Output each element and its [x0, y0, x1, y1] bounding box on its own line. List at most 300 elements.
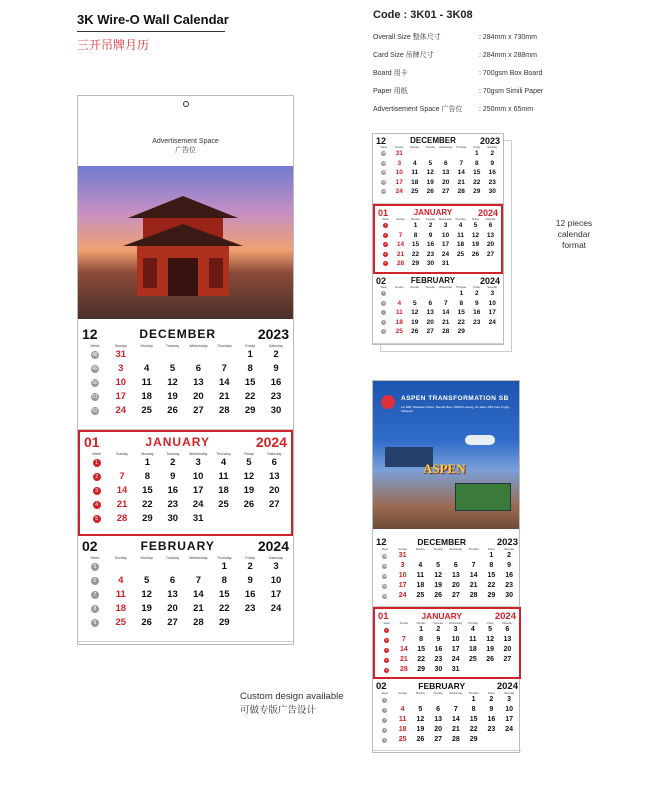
weekday-label: Week [382, 218, 389, 221]
day-cell: 26 [411, 328, 419, 335]
month-year: 2024 [255, 434, 287, 450]
day-cell: 7 [401, 636, 406, 643]
day-cell: 30 [426, 260, 435, 267]
month-name: FEBRUARY [410, 276, 456, 285]
week-badge: 6 [382, 300, 385, 305]
weekday-label: Saturday [269, 556, 284, 560]
spec-label: Paper 用纸 [373, 88, 408, 95]
day-cell: 18 [416, 582, 425, 589]
weekday-label: Week [90, 556, 100, 560]
day-cell: 10 [441, 231, 450, 239]
weekday-label: Saturday [269, 344, 284, 348]
weekday-label: Tuesday [165, 344, 180, 348]
day-cell: 27 [434, 736, 443, 743]
day-cell [423, 289, 439, 299]
day-cell: 1 [474, 150, 479, 157]
day-cell: 23 [167, 499, 179, 510]
day-cell: 31 [115, 349, 127, 360]
day-cell: 6 [271, 457, 277, 468]
day-cell: 11 [469, 636, 477, 643]
brand-name: ASPEN [423, 461, 466, 476]
day-cell: 18 [468, 646, 477, 653]
week-badge: 1 [93, 459, 101, 467]
month-page-february [373, 679, 521, 751]
weekday-label: Sunday [114, 556, 127, 560]
day-cell: 5 [412, 299, 417, 307]
day-cell: 24 [398, 592, 407, 599]
week-badge: 8 [382, 319, 385, 324]
weekday-label: Tuesday [425, 286, 435, 289]
month-year: 2024 [479, 275, 500, 286]
day-cell: 28 [457, 188, 465, 195]
day-cell: 8 [489, 562, 494, 569]
week-badge: 7 [382, 310, 385, 315]
weekday-label: Wednesday [439, 146, 453, 149]
day-cell: 9 [489, 706, 494, 713]
day-cell: 15 [417, 646, 426, 653]
weekday-label: Sunday [395, 146, 404, 149]
day-cell: 1 [221, 561, 227, 572]
day-cell: 3 [490, 290, 495, 297]
weekday-label: Saturday [504, 692, 515, 695]
day-cell: 9 [247, 575, 253, 586]
month-page-december [373, 535, 521, 607]
day-cell: 19 [167, 391, 178, 402]
weekday-label: Wednesday [188, 452, 208, 456]
day-cell: 29 [457, 328, 465, 335]
week-number [378, 259, 393, 269]
day-cell: 17 [441, 241, 450, 248]
day-cell: 27 [451, 592, 460, 599]
weekday-label: Friday [487, 548, 495, 551]
month-header [378, 610, 516, 622]
day-cell: 13 [503, 636, 512, 643]
day-cell: 24 [395, 188, 403, 195]
weekday-label: Monday [415, 692, 425, 695]
week-badge: 50 [92, 380, 98, 386]
week-badge: 8 [384, 727, 386, 732]
month-number: 01 [378, 207, 389, 218]
week-number [82, 390, 108, 404]
month-header [82, 326, 289, 342]
spec-row [373, 101, 543, 119]
custom-note-en: Custom design available [240, 691, 344, 702]
day-cell: 25 [218, 499, 229, 510]
day-cell: 22 [473, 178, 481, 186]
day-cell: 16 [505, 572, 514, 579]
day-cell [429, 551, 447, 561]
month-year: 2024 [494, 610, 516, 622]
month-name: JANUARY [421, 611, 463, 621]
day-cell: 19 [434, 582, 443, 589]
weekday-label: Tuesday [425, 146, 435, 149]
day-cell [134, 348, 160, 362]
day-cell: 17 [270, 589, 282, 600]
day-cell [483, 735, 501, 745]
day-cell [237, 616, 263, 630]
main-calendar-mockup [77, 95, 294, 645]
weekday-label: Week [380, 146, 387, 149]
weekday-label: Friday [487, 692, 495, 695]
month-year: 2024 [477, 207, 498, 218]
month-year: 2023 [496, 536, 518, 548]
day-cell: 20 [503, 646, 512, 653]
day-cell: 16 [434, 646, 443, 653]
spec-label: Card Size 吊牌尺寸 [373, 52, 434, 59]
day-cell: 23 [270, 391, 282, 402]
day-cell: 28 [219, 405, 230, 416]
week-number [376, 149, 392, 159]
day-cell: 11 [395, 309, 403, 316]
day-cell: 4 [470, 626, 475, 633]
week-badge: 1 [385, 627, 388, 632]
day-cell: 3 [453, 626, 458, 633]
day-cell: 18 [115, 603, 127, 614]
day-cell: 8 [413, 231, 418, 239]
day-cell: 5 [436, 562, 441, 569]
day-cell: 23 [488, 178, 496, 186]
day-cell: 25 [411, 188, 419, 195]
spec-row [373, 29, 543, 47]
day-cell: 31 [441, 260, 450, 267]
day-cell: 3 [397, 159, 402, 167]
week-number [82, 616, 108, 630]
month-page-february [373, 274, 503, 344]
day-cell: 28 [116, 513, 128, 524]
day-cell: 1 [247, 349, 253, 360]
weekday-label: Wednesday [439, 286, 453, 289]
week-badge: 3 [385, 647, 388, 652]
week-badge: 7 [91, 591, 99, 599]
day-cell: 4 [220, 457, 227, 468]
day-cell [500, 735, 518, 745]
month-header [376, 135, 500, 146]
week-badge: 5 [91, 563, 99, 571]
day-cell: 10 [505, 706, 514, 713]
day-cell: 21 [116, 499, 128, 510]
day-cell: 26 [486, 656, 495, 663]
day-cell: 1 [144, 457, 151, 468]
day-cell: 23 [487, 726, 496, 733]
week-number [376, 591, 394, 601]
day-cell [438, 289, 454, 299]
day-cell: 21 [219, 391, 230, 402]
day-cell [468, 259, 483, 269]
month-year: 2024 [496, 680, 518, 692]
day-cell: 26 [243, 499, 255, 510]
day-grid [84, 456, 287, 526]
day-cell: 25 [416, 592, 425, 599]
spec-label: Overall Size 整体尺寸 [373, 34, 441, 41]
weekday-label: Sunday [396, 218, 405, 221]
day-cell: 17 [451, 646, 460, 653]
day-cell: 3 [400, 562, 405, 569]
week-number [378, 240, 393, 250]
day-cell: 10 [192, 471, 204, 482]
day-grid [378, 625, 516, 675]
day-cell [407, 289, 423, 299]
weekday-label: Tuesday [433, 692, 443, 695]
day-cell: 2 [436, 626, 441, 633]
week-number [378, 221, 393, 231]
week-badge: 9 [91, 619, 99, 627]
week-number [84, 456, 109, 470]
day-cell: 9 [273, 363, 279, 374]
day-cell: 29 [417, 666, 426, 673]
weekday-label: Saturday [504, 548, 515, 551]
week-badge: 5 [93, 515, 101, 523]
day-cell: 4 [412, 159, 417, 167]
day-cell: 4 [400, 706, 405, 713]
weekday-label: Thursday [468, 548, 479, 551]
day-cell: 14 [451, 716, 460, 723]
day-cell [447, 695, 465, 705]
weekday-label: Saturday [487, 146, 498, 149]
day-cell: 12 [434, 572, 443, 579]
month-page-december [373, 134, 503, 204]
weekday-label: Thursday [217, 344, 232, 348]
day-cell [429, 695, 447, 705]
day-cell: 5 [428, 159, 433, 167]
day-cell: 19 [486, 646, 495, 653]
weekday-label: Thursday [456, 146, 467, 149]
temple-photo [78, 166, 293, 319]
day-cell: 13 [434, 716, 443, 723]
day-cell: 4 [418, 562, 423, 569]
day-cell: 31 [192, 513, 204, 524]
month-number: 01 [84, 434, 100, 450]
week-number [376, 318, 392, 328]
day-cell: 2 [428, 222, 433, 229]
day-cell: 25 [141, 405, 152, 416]
day-cell: 8 [459, 299, 464, 307]
day-cell: 7 [443, 299, 448, 307]
day-cell: 29 [244, 405, 256, 416]
day-cell [499, 665, 516, 675]
day-cell: 27 [442, 188, 450, 195]
week-number [82, 574, 108, 588]
day-cell: 10 [395, 169, 403, 176]
week-number [376, 715, 394, 725]
month-page-january [373, 204, 503, 274]
month-header [378, 207, 498, 218]
day-cell [453, 259, 468, 269]
week-badge: 9 [384, 737, 386, 742]
day-cell: 3 [443, 222, 448, 229]
day-cell: 13 [193, 377, 204, 388]
company-logo [381, 395, 395, 409]
day-cell: 28 [399, 666, 408, 673]
day-cell: 11 [457, 231, 464, 239]
day-cell: 2 [273, 349, 279, 360]
day-cell: 12 [141, 589, 152, 600]
day-cell: 5 [169, 363, 176, 374]
day-cell: 25 [456, 250, 465, 258]
week-badge: 51 [383, 583, 387, 588]
day-grid [82, 348, 289, 418]
day-cell: 15 [411, 241, 420, 248]
spec-value: : 284mm x 288mm [479, 52, 537, 59]
day-cell: 24 [270, 603, 282, 614]
day-cell: 28 [469, 592, 478, 599]
day-cell: 5 [418, 706, 423, 713]
day-cell: 29 [219, 617, 230, 628]
day-cell: 25 [115, 617, 127, 628]
day-cell: 22 [219, 603, 230, 614]
day-cell [160, 560, 186, 574]
day-cell: 2 [474, 290, 479, 297]
day-cell: 7 [221, 363, 227, 374]
weekday-label: Thursday [468, 692, 479, 695]
day-cell: 8 [247, 363, 253, 374]
month-name: DECEMBER [139, 327, 217, 341]
weekday-label: Thursday [217, 556, 232, 560]
day-cell [186, 348, 212, 362]
day-cell [211, 348, 237, 362]
day-cell: 14 [442, 309, 450, 316]
weekday-label: Tuesday [433, 548, 443, 551]
day-cell: 24 [488, 318, 496, 326]
weekday-label: Saturday [487, 286, 498, 289]
day-cell [236, 512, 261, 526]
day-cell: 25 [398, 736, 407, 743]
week-number [376, 308, 392, 318]
day-cell: 22 [487, 582, 496, 589]
weekday-label: Week [383, 622, 390, 625]
day-cell: 14 [116, 485, 128, 496]
day-cell: 12 [471, 231, 480, 239]
day-cell: 22 [244, 391, 256, 402]
calendar-pages [78, 324, 293, 642]
week-number [378, 635, 395, 645]
day-cell: 13 [442, 169, 450, 176]
spec-row [373, 47, 543, 65]
month-number: 12 [376, 536, 387, 548]
weekday-label: Tuesday [433, 622, 444, 625]
day-cell: 26 [471, 250, 480, 258]
day-cell: 20 [451, 582, 460, 589]
day-cell: 24 [505, 726, 514, 733]
day-cell: 21 [399, 656, 408, 663]
day-cell: 11 [115, 589, 126, 600]
day-cell: 29 [411, 260, 420, 267]
day-cell: 15 [219, 589, 230, 600]
day-cell: 14 [396, 241, 405, 248]
weekday-label: Monday [141, 452, 154, 456]
hanging-hole [183, 101, 189, 107]
day-cell: 2 [247, 561, 253, 572]
day-grid [376, 289, 500, 337]
week-number [376, 551, 394, 561]
day-cell: 26 [141, 617, 152, 628]
spec-value: : 700gsm Box Board [479, 70, 543, 77]
weekday-label: Sunday [399, 622, 409, 625]
week-badge: 2 [93, 473, 101, 481]
product-code: Code : 3K01 - 3K08 [373, 9, 473, 21]
weekday-label: Sunday [398, 692, 407, 695]
day-cell: 14 [219, 377, 230, 388]
spec-row [373, 83, 543, 101]
day-cell: 1 [419, 626, 424, 633]
day-cell: 30 [434, 666, 443, 673]
week-number [378, 250, 393, 260]
month-number: 12 [82, 326, 98, 342]
weekday-label: Sunday [114, 344, 127, 348]
day-cell: 27 [426, 328, 434, 335]
day-cell [263, 616, 289, 630]
day-cell: 2 [170, 457, 176, 468]
day-cell: 11 [218, 471, 229, 482]
day-cell: 27 [503, 656, 512, 663]
day-cell: 20 [486, 241, 495, 248]
day-cell: 20 [434, 726, 443, 733]
day-cell [186, 560, 212, 574]
week-badge: 4 [384, 251, 387, 256]
day-cell: 20 [442, 178, 450, 186]
day-cell: 4 [458, 222, 463, 229]
day-cell: 23 [434, 656, 443, 663]
week-number [376, 725, 394, 735]
day-cell: 10 [115, 377, 127, 388]
day-cell: 30 [270, 405, 282, 416]
day-cell: 27 [193, 405, 204, 416]
day-cell [447, 551, 465, 561]
custom-design-note [240, 690, 344, 718]
day-cell: 23 [426, 250, 435, 258]
ad-space-label-cn: 广告位 [175, 147, 196, 154]
day-cell [469, 327, 485, 337]
month-header [376, 536, 518, 548]
weekday-label: Saturday [485, 218, 496, 221]
week-number [376, 178, 392, 188]
day-cell: 17 [488, 309, 496, 316]
weekday-label: Sunday [395, 286, 404, 289]
week-number [378, 231, 393, 241]
day-grid [376, 551, 518, 601]
day-cell: 12 [167, 377, 178, 388]
day-cell [211, 512, 236, 526]
month-name: JANUARY [145, 435, 210, 449]
day-cell: 4 [144, 363, 150, 374]
day-cell: 7 [398, 231, 403, 239]
week-badge: 8 [91, 605, 99, 613]
weekday-label: Thursday [456, 286, 467, 289]
day-cell: 7 [119, 471, 125, 482]
weekday-label: Sunday [116, 452, 128, 456]
day-cell: 19 [426, 178, 434, 186]
day-cell: 13 [426, 309, 434, 316]
week-badge: 4 [93, 501, 101, 509]
day-cell: 14 [469, 572, 478, 579]
day-cell: 11 [398, 716, 407, 723]
company-address: Lot 998, Wawasan Place, Bandar Baru, 86000 Layang, 26 Jalan 4/56 Kota Tinggi, Malaysia [401, 405, 510, 413]
day-cell: 31 [395, 150, 403, 157]
day-cell: 18 [218, 485, 229, 496]
week-badge: 6 [91, 577, 99, 585]
month-year: 2023 [479, 135, 500, 146]
page-title: 3K Wire-O Wall Calendar [77, 12, 229, 27]
day-cell [482, 665, 499, 675]
day-cell: 8 [471, 706, 476, 713]
day-cell [134, 560, 160, 574]
day-cell: 28 [442, 328, 450, 335]
week-number [376, 735, 394, 745]
weekday-label: Friday [473, 146, 481, 149]
week-number [378, 665, 395, 675]
day-cell: 2 [490, 150, 495, 157]
format-note: 12 pieces calendar format [555, 218, 593, 250]
day-cell [423, 149, 439, 159]
